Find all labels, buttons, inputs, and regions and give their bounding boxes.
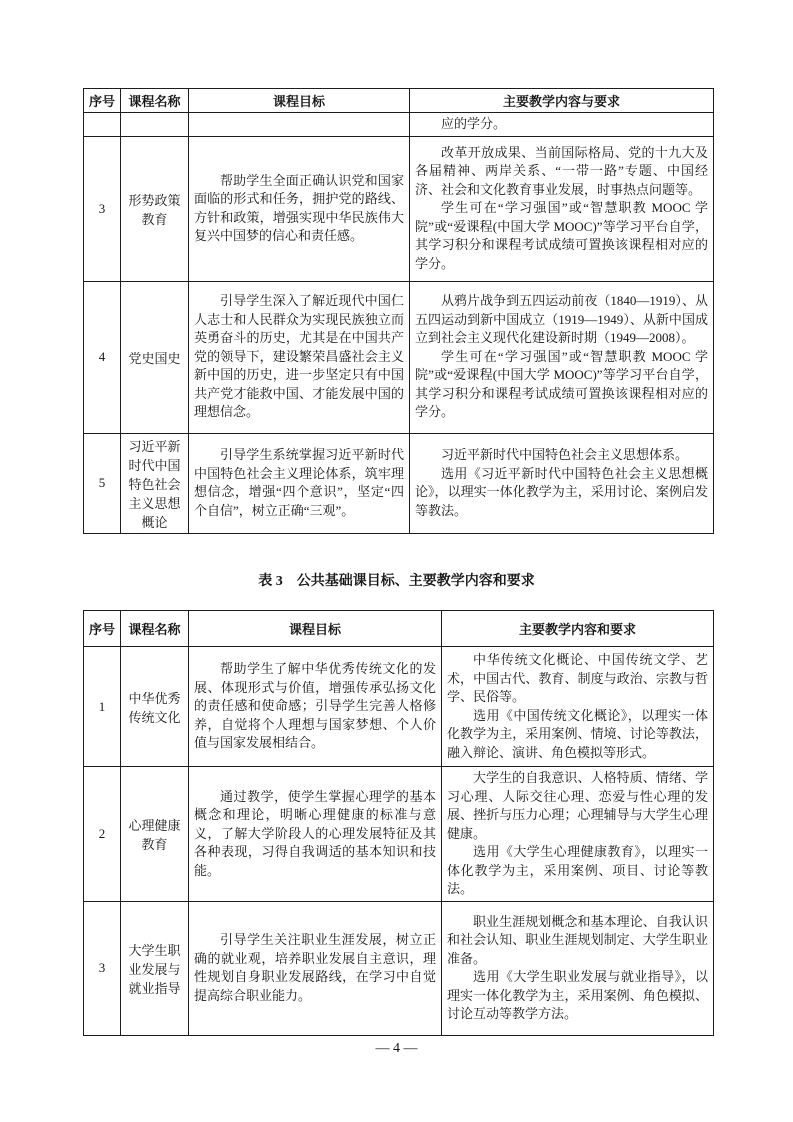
table-row	[84, 433, 714, 533]
content-paragraph: 选用《大学生心理健康教育》，以理实一体化教学为主，采用案例、项目、讨论等教法。	[447, 844, 708, 896]
content-paragraph: 中华传统文化概论、中国传统文学、艺术，中国古代、教育、制度与政治、宗教与哲学、民俗等。	[447, 652, 708, 704]
content-cell	[410, 433, 714, 533]
course-name-cell	[121, 113, 189, 137]
content-paragraph: 选用《中国传统文化概论》，以理实一体化教学为主，采用案例、情境、讨论等教法，融入辩论、演讲、角色模拟等形式。	[447, 707, 708, 760]
seq-cell: 1	[84, 647, 121, 767]
content-cell	[442, 901, 714, 1035]
col-header-content: 主要教学内容与要求	[410, 89, 714, 113]
col-header-objective: 课程目标	[189, 89, 410, 113]
objective-paragraph: 通过教学，使学生掌握心理学的基本概念和理论，明晰心理健康的标准与意义，了解大学阶段人的心理发展特征及其各种表现，习得自我调适的基本知识和技能。	[194, 788, 436, 878]
course-name-cell: 习近平新时代中国特色社会主义思想概论	[121, 433, 189, 533]
content-cell	[410, 281, 714, 433]
objective-cell	[189, 136, 410, 281]
objective-cell	[189, 647, 442, 767]
page-number: — 4 —	[375, 1041, 418, 1056]
content-paragraph: 大学生的自我意识、人格特质、情绪、学习心理、人际交往心理、恋爱与性心理的发展、挫折与压力心理；心理辅导与大学生心理健康。	[447, 770, 708, 841]
course-name-cell: 党史国史	[121, 281, 189, 433]
content-cell	[442, 647, 714, 767]
content-paragraph: 从鸦片战争到五四运动前夜（1840—1919）、从五四运动到新中国成立（1919—1949）、从新中国成立到社会主义现代化建设新时期（1949—2008）。	[415, 293, 708, 346]
objective-paragraph: 引导学生系统掌握习近平新时代中国特色社会主义理论体系，筑牢理想信念，增强“四个意识”，坚定“四个自信”，树立正确“三观”。	[194, 447, 404, 518]
col-header-content: 主要教学内容和要求	[442, 611, 714, 647]
content-paragraph: 应的学分。	[441, 116, 507, 131]
col-header-course-name: 课程名称	[121, 611, 189, 647]
content-paragraph: 学生可在“学习强国”或“智慧职教 MOOC 学院”或“爱课程(中国大学 MOOC)”等学习平台自学，其学习积分和课程考试成绩可置换该课程相对应的学分。	[415, 200, 708, 271]
seq-cell: 5	[84, 433, 121, 533]
course-name-cell: 大学生职业发展与就业指导	[121, 901, 189, 1035]
col-header-course-name: 课程名称	[121, 89, 189, 113]
table-row-continuation	[84, 113, 714, 137]
table-3	[83, 610, 714, 1036]
objective-cell	[189, 113, 410, 137]
col-header-objective: 课程目标	[189, 611, 442, 647]
objective-cell	[189, 281, 410, 433]
content-paragraph: 改革开放成果、当前国际格局、党的十九大及各届精神、两岸关系、“一带一路”专题、中国经济、社会和文化教育事业发展，时事热点问题等。	[415, 144, 708, 197]
objective-cell	[189, 767, 442, 902]
course-name-cell: 中华优秀传统文化	[121, 647, 189, 767]
table-2-header-row	[84, 89, 714, 113]
table-3-header-row	[84, 611, 714, 647]
objective-paragraph: 帮助学生了解中华优秀传统文化的发展、体现形式与价值，增强传承弘扬文化的责任感和使命感；引导学生完善人格修养，自觉将个人理想与国家梦想、个人价值与国家发展相结合。	[194, 661, 436, 751]
table-3-title: 表 3 公共基础课目标、主要教学内容和要求	[258, 574, 535, 589]
table-row	[84, 767, 714, 902]
table-row	[84, 136, 714, 281]
seq-cell: 3	[84, 901, 121, 1035]
seq-cell: 3	[84, 136, 121, 281]
seq-cell: 4	[84, 281, 121, 433]
content-cell	[410, 136, 714, 281]
objective-paragraph: 引导学生深入了解近现代中国仁人志士和人民群众为实现民族独立而英勇奋斗的历史，尤其是在中国共产党的领导下，建设繁荣昌盛社会主义新中国的历史，进一步坚定只有中国共产党才能救中国、才能发展中国的理想信念。	[194, 293, 404, 420]
course-name-cell: 形势政策教育	[121, 136, 189, 281]
seq-cell	[84, 113, 121, 137]
content-paragraph: 选用《大学生职业发展与就业指导》，以理实一体化教学为主，采用案例、角色模拟、讨论互动等教学方法。	[447, 969, 708, 1021]
table-2-continued	[83, 88, 714, 534]
content-paragraph: 选用《习近平新时代中国特色社会主义思想概论》，以理实一体化教学为主，采用讨论、案例启发等教法。	[415, 465, 708, 518]
col-header-seq: 序号	[84, 611, 121, 647]
objective-cell	[189, 901, 442, 1035]
table-row	[84, 647, 714, 767]
objective-paragraph: 引导学生关注职业生涯发展，树立正确的就业观，培养职业发展自主意识，理性规划自身职业发展路线，在学习中自觉提高综合职业能力。	[194, 932, 436, 1003]
content-paragraph: 学生可在“学习强国”或“智慧职教 MOOC 学院”或“爱课程(中国大学 MOOC)”等学习平台自学，其学习积分和课程考试成绩可置换该课程相对应的学分。	[415, 348, 708, 420]
content-cell	[410, 113, 714, 137]
content-paragraph: 习近平新时代中国特色社会主义思想体系。	[441, 447, 689, 462]
seq-cell: 2	[84, 767, 121, 902]
table-row	[84, 901, 714, 1035]
col-header-seq: 序号	[84, 89, 121, 113]
objective-paragraph: 帮助学生全面正确认识党和国家面临的形式和任务，拥护党的路线、方针和政策，增强实现中华民族伟大复兴中国梦的信心和责任感。	[194, 172, 404, 243]
objective-cell	[189, 433, 410, 533]
content-cell	[442, 767, 714, 902]
content-paragraph: 职业生涯规划概念和基本理论、自我认识和社会认知、职业生涯规划制定、大学生职业准备。	[447, 913, 708, 966]
course-name-cell: 心理健康教育	[121, 767, 189, 902]
table-row	[84, 281, 714, 433]
